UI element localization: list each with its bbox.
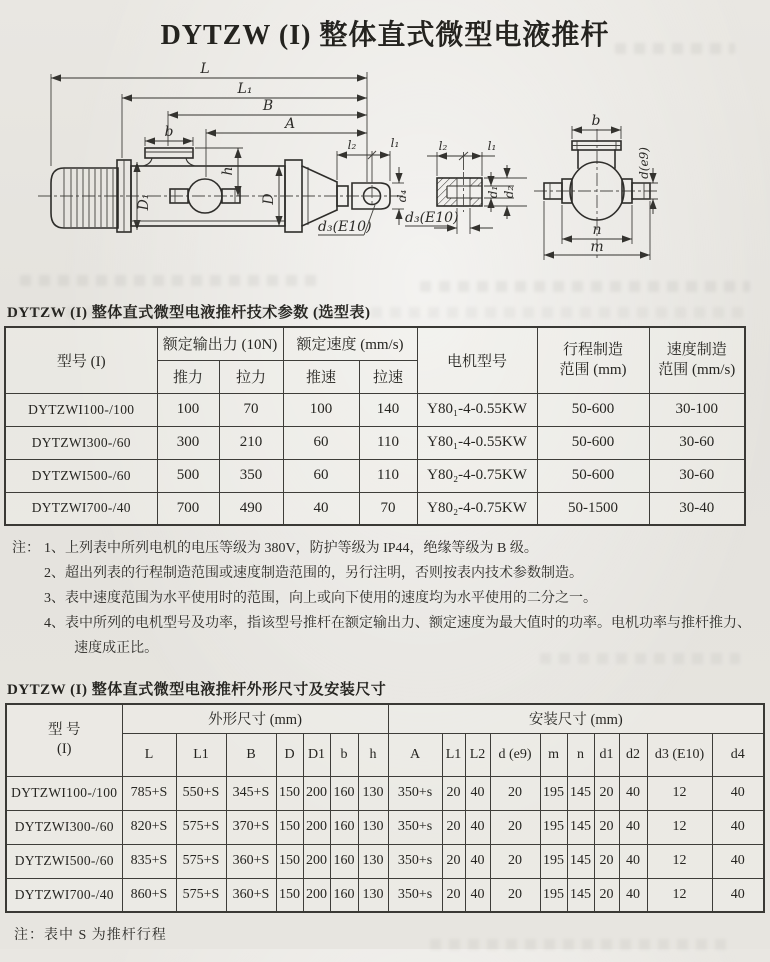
dim-label-m: m	[590, 239, 604, 255]
cell-model: DYTZWI300-/60	[6, 810, 122, 844]
table1-caption: DYTZW (I) 整体直式微型电液推杆技术参数 (选型表)	[7, 305, 371, 321]
cell-d3: 12	[647, 844, 712, 878]
speed-range-line2: 范围 (mm/s)	[658, 362, 736, 379]
dim-label-l1: l₁	[487, 139, 497, 153]
stroke-note: 注：表中 S 为推杆行程	[14, 928, 167, 943]
col-header-L2: L2	[465, 733, 490, 776]
dim-label-b: b	[164, 124, 174, 140]
cell-d2: 40	[619, 810, 647, 844]
cell-pull-speed: 110	[359, 459, 417, 492]
cell-L1: 550+S	[176, 776, 226, 810]
cell-stroke: 50-600	[537, 459, 649, 492]
cell-m: 195	[540, 844, 567, 878]
cell-L2: 40	[465, 776, 490, 810]
cell-pull: 350	[219, 459, 283, 492]
dim-label-d3: d₃(E10)	[405, 210, 459, 226]
table-row	[5, 492, 745, 525]
cell-d3: 12	[647, 878, 712, 912]
cell-L1: 575+S	[176, 878, 226, 912]
cell-D1: 200	[303, 844, 330, 878]
note-item: 1、上列表中所列电机的电压等级为 380V，防护等级为 IP44，绝缘等级为 B 级。	[44, 541, 538, 556]
cell-pull-speed: 140	[359, 393, 417, 426]
cell-stroke: 50-600	[537, 426, 649, 459]
dim-label-n: n	[592, 222, 602, 238]
cell-push: 300	[157, 426, 219, 459]
col-header-d3-E10: d3 (E10)	[647, 733, 712, 776]
cell-L: 820+S	[122, 810, 176, 844]
cell-D: 150	[276, 844, 303, 878]
model-header-line2: (I)	[57, 741, 72, 758]
cell-motor: Y80₂-4-0.75KW	[417, 492, 537, 525]
cell-L1i: 20	[442, 776, 465, 810]
stroke-range-line2: 范围 (mm)	[559, 362, 627, 379]
cell-stroke: 50-1500	[537, 492, 649, 525]
cell-de9: 20	[490, 878, 540, 912]
cell-h: 130	[358, 844, 388, 878]
table-row	[6, 844, 764, 878]
cell-L: 785+S	[122, 776, 176, 810]
cell-n: 145	[567, 776, 594, 810]
cell-B: 370+S	[226, 810, 276, 844]
cell-m: 195	[540, 878, 567, 912]
cell-model: DYTZWI700-/40	[5, 492, 157, 525]
cell-push-speed: 60	[283, 459, 359, 492]
col-header-L1: L1	[176, 733, 226, 776]
cell-n: 145	[567, 810, 594, 844]
cell-d4: 40	[712, 878, 764, 912]
col-header-rated-speed: 额定速度 (mm/s)	[283, 327, 417, 360]
col-header-motor-model: 电机型号	[417, 327, 537, 393]
table-row	[5, 426, 745, 459]
cell-de9: 20	[490, 844, 540, 878]
cell-L2: 40	[465, 878, 490, 912]
dim-label-D1: D₁	[136, 193, 152, 211]
dim-label-d2: d₂	[502, 185, 516, 199]
cell-b: 160	[330, 810, 358, 844]
dim-label-L1: L₁	[237, 81, 253, 97]
cell-n: 145	[567, 878, 594, 912]
cell-pull: 490	[219, 492, 283, 525]
dim-label-A: A	[284, 116, 296, 132]
cell-model: DYTZWI300-/60	[5, 426, 157, 459]
col-header-n: n	[567, 733, 594, 776]
cell-L1i: 20	[442, 878, 465, 912]
col-header-model: 型号 (I)	[5, 327, 157, 393]
table-row	[6, 810, 764, 844]
cell-push-speed: 40	[283, 492, 359, 525]
cell-model: DYTZWI700-/40	[6, 878, 122, 912]
cell-motor: Y80₁-4-0.55KW	[417, 393, 537, 426]
cell-push-speed: 60	[283, 426, 359, 459]
cell-A: 350+s	[388, 878, 442, 912]
cell-B: 360+S	[226, 844, 276, 878]
cell-de9: 20	[490, 776, 540, 810]
col-header-D1: D1	[303, 733, 330, 776]
col-header-b: b	[330, 733, 358, 776]
table-row	[6, 878, 764, 912]
col-header-d1: d1	[594, 733, 619, 776]
cell-d3: 12	[647, 810, 712, 844]
cell-pull: 70	[219, 393, 283, 426]
cell-L1: 575+S	[176, 844, 226, 878]
dim-label-b: b	[591, 113, 601, 129]
cell-d4: 40	[712, 810, 764, 844]
cell-d1: 20	[594, 810, 619, 844]
col-header-L: L	[122, 733, 176, 776]
notes-label: 注：	[12, 541, 40, 556]
cell-d4: 40	[712, 844, 764, 878]
note-item: 4、表中所列的电机型号及功率，指该型号推杆在额定输出力、额定速度为最大值时的功率。电机功率与推杆推力、速度成正比。	[44, 616, 751, 656]
cell-pull-speed: 70	[359, 492, 417, 525]
cell-b: 160	[330, 844, 358, 878]
dim-label-l1: l₁	[390, 136, 400, 150]
engineering-drawing	[0, 55, 770, 295]
cell-d1: 20	[594, 776, 619, 810]
cell-d3: 12	[647, 776, 712, 810]
cell-b: 160	[330, 878, 358, 912]
cell-motor: Y80₁-4-0.55KW	[417, 426, 537, 459]
cell-model: DYTZWI500-/60	[6, 844, 122, 878]
col-header-pull-speed: 拉速	[359, 360, 417, 393]
cell-m: 195	[540, 776, 567, 810]
model-header-line1: 型 号	[47, 721, 81, 738]
col-group-install-dimensions: 安装尺寸 (mm)	[388, 704, 764, 733]
cell-L2: 40	[465, 844, 490, 878]
cell-m: 195	[540, 810, 567, 844]
cell-L2: 40	[465, 810, 490, 844]
cell-pull: 210	[219, 426, 283, 459]
cell-model: DYTZWI100-/100	[6, 776, 122, 810]
cell-B: 360+S	[226, 878, 276, 912]
cell-A: 350+s	[388, 844, 442, 878]
dim-label-l2: l₂	[438, 139, 448, 153]
cell-D1: 200	[303, 878, 330, 912]
selection-parameters-table	[4, 326, 746, 526]
page-title: DYTZW (I) 整体直式微型电液推杆	[160, 20, 610, 51]
cell-push-speed: 100	[283, 393, 359, 426]
col-header-h: h	[358, 733, 388, 776]
table-row	[5, 393, 745, 426]
cell-model: DYTZWI500-/60	[5, 459, 157, 492]
cell-stroke: 50-600	[537, 393, 649, 426]
cell-D: 150	[276, 776, 303, 810]
cell-push: 500	[157, 459, 219, 492]
cell-D: 150	[276, 810, 303, 844]
col-header-push-speed: 推速	[283, 360, 359, 393]
speed-range-line1: 速度制造	[666, 342, 727, 358]
cell-L: 860+S	[122, 878, 176, 912]
col-header-d-e9: d (e9)	[490, 733, 540, 776]
table2-caption: DYTZW (I) 整体直式微型电液推杆外形尺寸及安装尺寸	[7, 682, 387, 698]
cell-D1: 200	[303, 810, 330, 844]
main-side-view	[38, 61, 409, 235]
col-header-rated-force: 额定输出力 (10N)	[157, 327, 283, 360]
col-header-d2: d2	[619, 733, 647, 776]
col-header-A: A	[388, 733, 442, 776]
cell-L1: 575+S	[176, 810, 226, 844]
table-row	[5, 459, 745, 492]
cell-speed: 30-40	[649, 492, 745, 525]
end-view	[534, 113, 660, 261]
cell-L1i: 20	[442, 810, 465, 844]
cell-push: 700	[157, 492, 219, 525]
cell-h: 130	[358, 878, 388, 912]
cell-speed: 30-60	[649, 426, 745, 459]
col-header-model	[6, 704, 122, 776]
cell-push: 100	[157, 393, 219, 426]
dim-label-h: h	[220, 166, 236, 176]
cell-d1: 20	[594, 878, 619, 912]
col-header-D: D	[276, 733, 303, 776]
dim-label-d3: d₃(E10)	[318, 219, 372, 235]
cell-model: DYTZWI100-/100	[5, 393, 157, 426]
cell-h: 130	[358, 810, 388, 844]
dim-label-d4: d₄	[395, 189, 409, 203]
col-header-push-force: 推力	[157, 360, 219, 393]
cell-D: 150	[276, 878, 303, 912]
cell-b: 160	[330, 776, 358, 810]
cell-motor: Y80₂-4-0.75KW	[417, 459, 537, 492]
col-header-B: B	[226, 733, 276, 776]
cell-D1: 200	[303, 776, 330, 810]
col-header-m: m	[540, 733, 567, 776]
rod-end-section-view	[405, 139, 527, 234]
col-header-L1-install: L1	[442, 733, 465, 776]
cell-A: 350+s	[388, 776, 442, 810]
cell-speed: 30-100	[649, 393, 745, 426]
stroke-range-line1: 行程制造	[563, 342, 624, 358]
cell-d2: 40	[619, 776, 647, 810]
cell-speed: 30-60	[649, 459, 745, 492]
cell-d4: 40	[712, 776, 764, 810]
table-row	[6, 776, 764, 810]
dim-label-B: B	[262, 98, 274, 114]
cell-h: 130	[358, 776, 388, 810]
cell-n: 145	[567, 844, 594, 878]
note-item: 2、超出列表的行程制造范围或速度制造范围的，另行注明，否则按表内技术参数制造。	[44, 566, 583, 581]
col-header-speed-range	[649, 327, 745, 393]
cell-d2: 40	[619, 878, 647, 912]
col-header-pull-force: 拉力	[219, 360, 283, 393]
col-header-stroke-range	[537, 327, 649, 393]
cell-L1i: 20	[442, 844, 465, 878]
cell-d1: 20	[594, 844, 619, 878]
cell-L: 835+S	[122, 844, 176, 878]
dim-label-d1: d₁	[486, 185, 500, 199]
dim-label-L: L	[200, 61, 210, 77]
col-header-d4: d4	[712, 733, 764, 776]
cell-d2: 40	[619, 844, 647, 878]
scanned-catalog-page	[0, 13, 770, 962]
push-rod-technical-drawing	[0, 55, 770, 295]
cell-A: 350+s	[388, 810, 442, 844]
dim-label-l2: l₂	[347, 138, 357, 152]
notes-block	[12, 536, 754, 661]
cell-pull-speed: 110	[359, 426, 417, 459]
dim-label-D: D	[261, 193, 277, 205]
cell-B: 345+S	[226, 776, 276, 810]
col-group-outline-dimensions: 外形尺寸 (mm)	[122, 704, 388, 733]
note-item: 3、表中速度范围为水平使用时的范围，向上或向下使用的速度均为水平使用的二分之一。	[44, 591, 597, 606]
cell-de9: 20	[490, 810, 540, 844]
dim-label-de9: d(e9)	[637, 147, 651, 179]
dimensions-table	[5, 703, 765, 913]
